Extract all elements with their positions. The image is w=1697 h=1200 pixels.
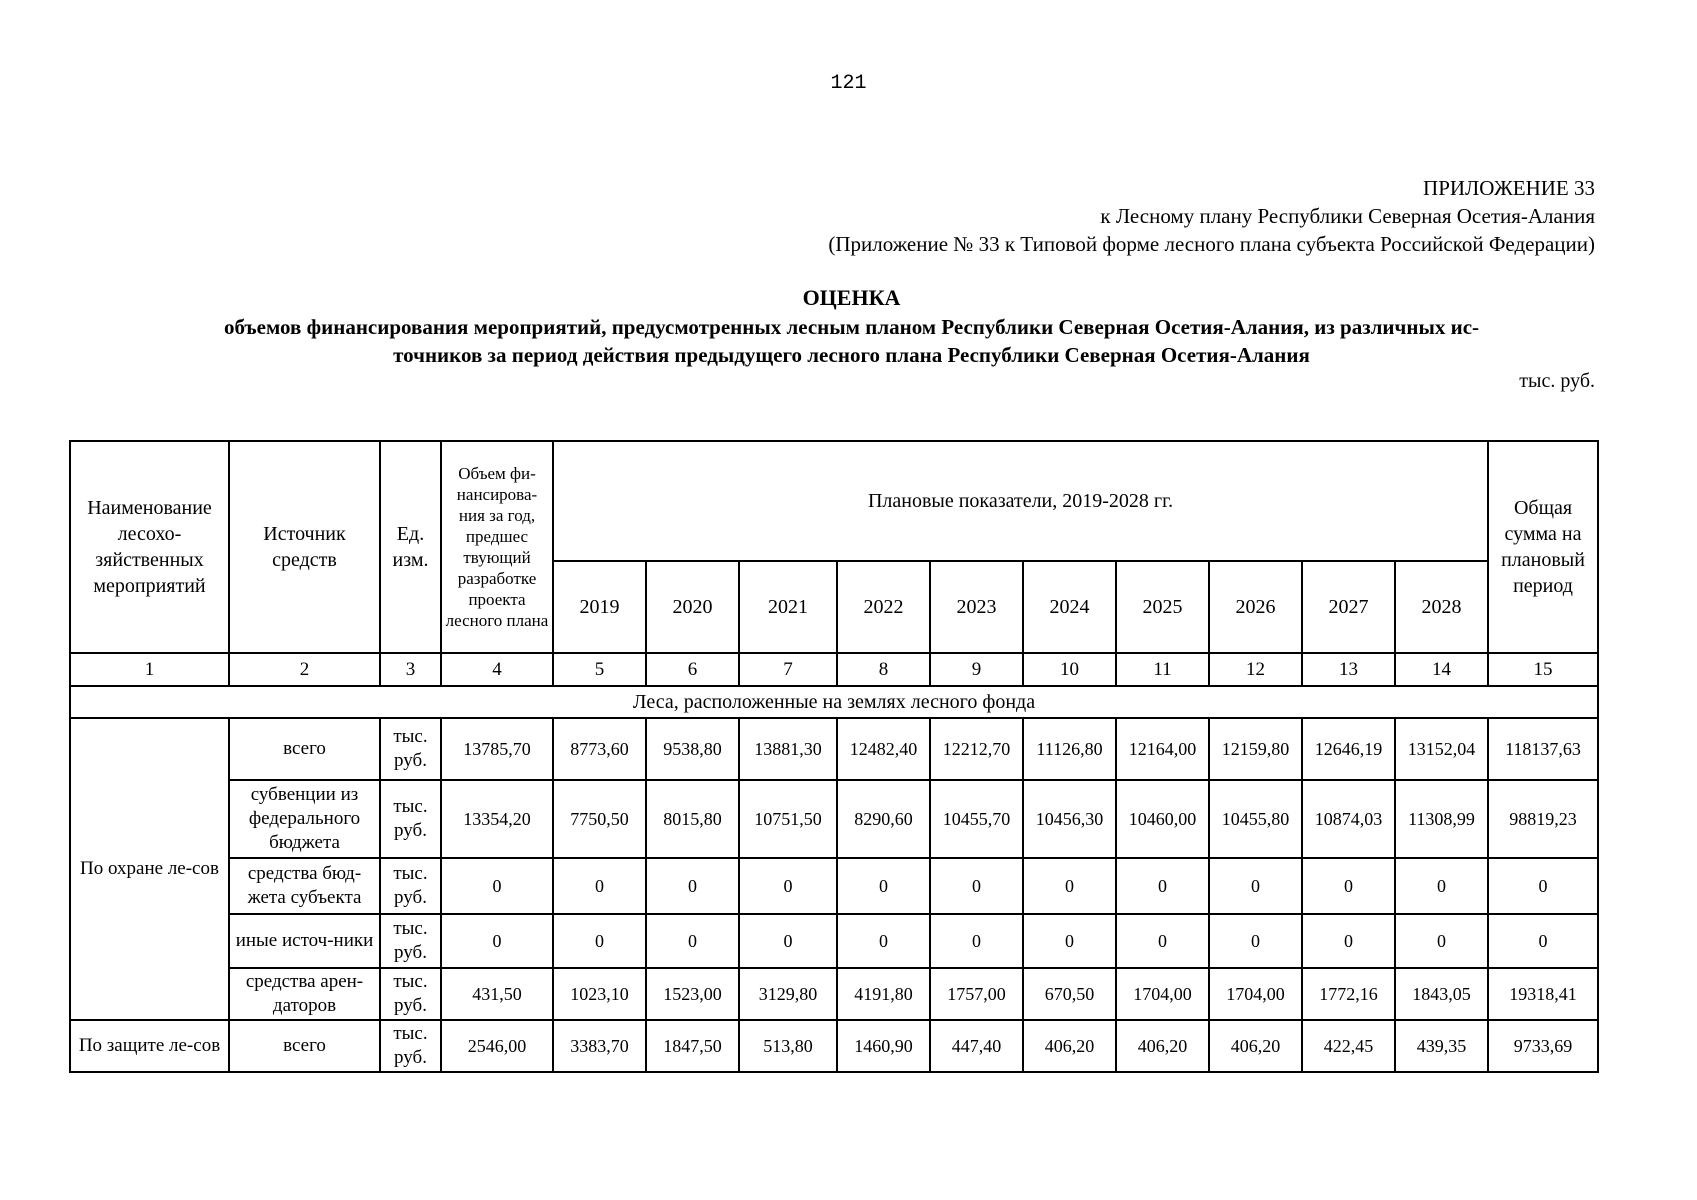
appendix-subtitle: к Лесному плану Республики Северная Осетия-Алания	[1100, 204, 1595, 228]
header-year: 2024	[1023, 561, 1116, 653]
value-cell: 406,20	[1209, 1020, 1302, 1072]
value-cell: 1460,90	[837, 1020, 930, 1072]
value-cell: 4191,80	[837, 968, 930, 1020]
column-number: 4	[441, 653, 553, 686]
value-cell: 0	[553, 858, 646, 914]
value-cell: 1523,00	[646, 968, 739, 1020]
funding-source: всего	[229, 718, 380, 780]
value-cell: 12646,19	[1302, 718, 1395, 780]
value-cell: 1772,16	[1302, 968, 1395, 1020]
value-cell: 670,50	[1023, 968, 1116, 1020]
value-cell: 13152,04	[1395, 718, 1488, 780]
unit-cell: тыс. руб.	[380, 914, 441, 968]
column-number: 11	[1116, 653, 1209, 686]
header-year: 2019	[553, 561, 646, 653]
header-year: 2027	[1302, 561, 1395, 653]
value-cell: 0	[1209, 914, 1302, 968]
value-cell: 10456,30	[1023, 780, 1116, 858]
activity-name: По охране ле-сов	[70, 718, 229, 1020]
value-cell: 0	[646, 914, 739, 968]
financing-table	[69, 440, 1599, 1073]
funding-source: средства бюд-жета субъекта	[229, 858, 380, 914]
document-title	[120, 284, 1583, 369]
value-cell: 0	[1395, 914, 1488, 968]
unit-cell: тыс. руб.	[380, 718, 441, 780]
value-cell: 0	[1488, 914, 1598, 968]
header-year: 2021	[739, 561, 837, 653]
value-cell: 1023,10	[553, 968, 646, 1020]
column-number: 5	[553, 653, 646, 686]
page-number: 121	[830, 72, 867, 95]
column-number: 1	[70, 653, 229, 686]
value-cell: 0	[1488, 858, 1598, 914]
value-cell: 0	[739, 858, 837, 914]
value-cell: 0	[739, 914, 837, 968]
value-cell: 8015,80	[646, 780, 739, 858]
value-cell: 10455,70	[930, 780, 1023, 858]
title-line-3: точников за период действия предыдущего лесного плана Республики Северная Осетия-Алания	[393, 343, 1310, 367]
title-line-2: объемов финансирования мероприятий, предусмотренных лесным планом Республики Северная Осетия-Алания, из различных ис-	[223, 315, 1480, 339]
column-number: 7	[739, 653, 837, 686]
value-cell: 0	[553, 914, 646, 968]
header-planned: Плановые показатели, 2019-2028 гг.	[553, 441, 1488, 561]
section-row	[70, 686, 1598, 718]
unit-cell: тыс. руб.	[380, 780, 441, 858]
activity-name: По защите ле-сов	[70, 1020, 229, 1072]
value-cell: 431,50	[441, 968, 553, 1020]
header-year: 2026	[1209, 561, 1302, 653]
value-cell: 1843,05	[1395, 968, 1488, 1020]
value-cell: 11126,80	[1023, 718, 1116, 780]
header-prior-volume: Объем фи-нансирова-ния за год, предшес твующий разработке проекта лесного плана	[441, 441, 553, 653]
value-cell: 0	[1116, 858, 1209, 914]
value-cell: 19318,41	[1488, 968, 1598, 1020]
appendix-title: ПРИЛОЖЕНИЕ 33	[1423, 176, 1595, 200]
header-source: Источник средств	[229, 441, 380, 653]
header-unit: Ед. изм.	[380, 441, 441, 653]
header-year: 2020	[646, 561, 739, 653]
funding-source: всего	[229, 1020, 380, 1072]
value-cell: 0	[1116, 914, 1209, 968]
value-cell: 0	[1395, 858, 1488, 914]
header-total: Общая сумма на плановый период	[1488, 441, 1598, 653]
appendix-reference	[828, 174, 1595, 258]
value-cell: 11308,99	[1395, 780, 1488, 858]
value-cell: 12482,40	[837, 718, 930, 780]
table-row	[70, 858, 1598, 914]
unit-cell: тыс. руб.	[380, 1020, 441, 1072]
column-number: 12	[1209, 653, 1302, 686]
value-cell: 13354,20	[441, 780, 553, 858]
value-cell: 0	[930, 858, 1023, 914]
header-year: 2025	[1116, 561, 1209, 653]
title-main: ОЦЕНКА	[802, 285, 901, 310]
value-cell: 3383,70	[553, 1020, 646, 1072]
value-cell: 8773,60	[553, 718, 646, 780]
funding-source: субвенции из федерального бюджета	[229, 780, 380, 858]
table-row	[70, 914, 1598, 968]
value-cell: 13785,70	[441, 718, 553, 780]
table-body	[70, 441, 1598, 1072]
column-number: 15	[1488, 653, 1598, 686]
value-cell: 513,80	[739, 1020, 837, 1072]
table-row	[70, 968, 1598, 1020]
value-cell: 0	[837, 858, 930, 914]
column-number: 13	[1302, 653, 1395, 686]
value-cell: 1704,00	[1209, 968, 1302, 1020]
column-number: 9	[930, 653, 1023, 686]
column-number: 2	[229, 653, 380, 686]
unit-cell: тыс. руб.	[380, 968, 441, 1020]
header-row	[70, 441, 1598, 561]
units-note: тыс. руб.	[1519, 370, 1595, 392]
value-cell: 9538,80	[646, 718, 739, 780]
header-year: 2022	[837, 561, 930, 653]
value-cell: 0	[1302, 858, 1395, 914]
value-cell: 439,35	[1395, 1020, 1488, 1072]
value-cell: 1757,00	[930, 968, 1023, 1020]
value-cell: 0	[1023, 858, 1116, 914]
value-cell: 422,45	[1302, 1020, 1395, 1072]
unit-cell: тыс. руб.	[380, 858, 441, 914]
value-cell: 98819,23	[1488, 780, 1598, 858]
value-cell: 1704,00	[1116, 968, 1209, 1020]
value-cell: 9733,69	[1488, 1020, 1598, 1072]
value-cell: 2546,00	[441, 1020, 553, 1072]
table-row	[70, 718, 1598, 780]
header-year: 2028	[1395, 561, 1488, 653]
value-cell: 7750,50	[553, 780, 646, 858]
value-cell: 1847,50	[646, 1020, 739, 1072]
table-row	[70, 780, 1598, 858]
table-row	[70, 1020, 1598, 1072]
value-cell: 447,40	[930, 1020, 1023, 1072]
value-cell: 10751,50	[739, 780, 837, 858]
value-cell: 10460,00	[1116, 780, 1209, 858]
column-number: 6	[646, 653, 739, 686]
value-cell: 10874,03	[1302, 780, 1395, 858]
value-cell: 118137,63	[1488, 718, 1598, 780]
appendix-note: (Приложение № 33 к Типовой форме лесного плана субъекта Российской Федерации)	[828, 232, 1595, 256]
column-number: 8	[837, 653, 930, 686]
value-cell: 12164,00	[1116, 718, 1209, 780]
funding-source: средства арен-даторов	[229, 968, 380, 1020]
column-numbers-row	[70, 653, 1598, 686]
value-cell: 0	[441, 914, 553, 968]
section-title: Леса, расположенные на землях лесного фонда	[70, 686, 1598, 718]
value-cell: 0	[837, 914, 930, 968]
value-cell: 0	[1023, 914, 1116, 968]
value-cell: 0	[1302, 914, 1395, 968]
value-cell: 0	[930, 914, 1023, 968]
value-cell: 12159,80	[1209, 718, 1302, 780]
value-cell: 12212,70	[930, 718, 1023, 780]
header-year: 2023	[930, 561, 1023, 653]
value-cell: 8290,60	[837, 780, 930, 858]
value-cell: 0	[441, 858, 553, 914]
value-cell: 0	[646, 858, 739, 914]
value-cell: 3129,80	[739, 968, 837, 1020]
value-cell: 13881,30	[739, 718, 837, 780]
column-number: 14	[1395, 653, 1488, 686]
value-cell: 406,20	[1023, 1020, 1116, 1072]
column-number: 10	[1023, 653, 1116, 686]
funding-source: иные источ-ники	[229, 914, 380, 968]
header-activity: Наименование лесохо-зяйственных мероприятий	[70, 441, 229, 653]
column-number: 3	[380, 653, 441, 686]
value-cell: 10455,80	[1209, 780, 1302, 858]
value-cell: 406,20	[1116, 1020, 1209, 1072]
value-cell: 0	[1209, 858, 1302, 914]
